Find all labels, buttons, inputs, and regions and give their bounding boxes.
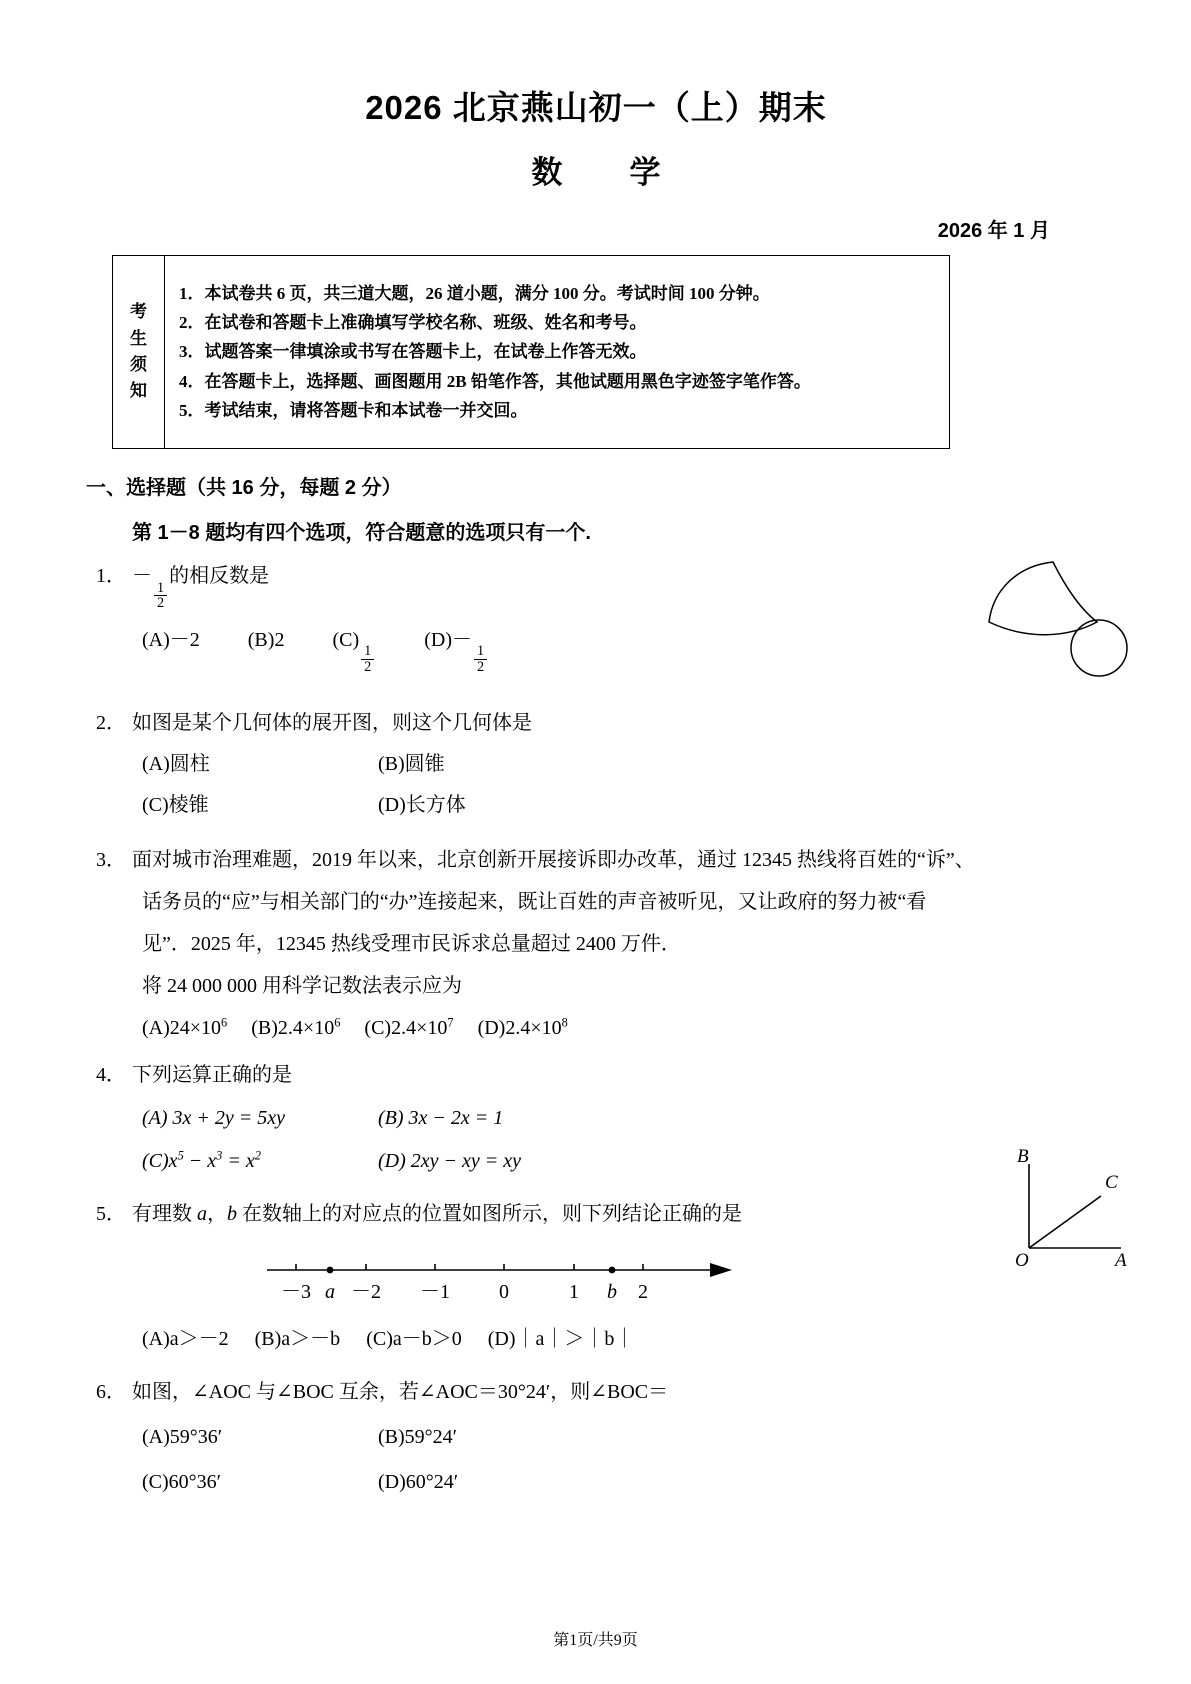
option-a[interactable]: (A)59°36′ <box>142 1425 223 1448</box>
option-b-expression: (B) 3x − 2x = 1 <box>378 1106 504 1129</box>
number-line-figure <box>86 1248 1106 1320</box>
question-3-line-3: 见”．2025 年，12345 热线受理市民诉求总量超过 2400 万件． <box>142 932 681 955</box>
option-c-label: (C) <box>142 1149 169 1172</box>
option-a-expression: (A) 3x + 2y = 5xy <box>142 1106 286 1129</box>
tick-label: －2 <box>351 1280 381 1303</box>
notice-item: 4．在答题卡上，选择题、画图题用 2B 铅笔作答，其他试题用黑色字迹签字笔作答。 <box>179 371 811 391</box>
question-1-number: 1． <box>96 565 126 588</box>
question-2-options-row-1 <box>86 749 1106 780</box>
section-heading: 一、选择题（共 16 分，每题 2 分） <box>86 477 402 500</box>
subject-title: 数 学 <box>531 155 679 190</box>
question-4-options-row-1 <box>86 1103 1106 1134</box>
tick-label: 1 <box>569 1280 579 1303</box>
option-c-eq: = x <box>222 1149 255 1172</box>
option-a[interactable]: (A)圆柱 <box>142 752 210 775</box>
question-4-stem: 下列运算正确的是 <box>132 1063 292 1086</box>
option-c-exp-2: 3 <box>216 1148 223 1163</box>
label-b: B <box>1017 1146 1029 1167</box>
option-c[interactable]: (C)a－b＞0 <box>366 1327 462 1350</box>
option-c-exp-1: 5 <box>177 1148 184 1163</box>
ray-oc <box>1029 1196 1101 1248</box>
question-5-stem <box>132 1199 1106 1230</box>
option-a-base: 24×10 <box>169 1016 222 1039</box>
question-3-line-4: 将 24 000 000 用科学记数法表示应为 <box>142 974 462 997</box>
q1-frac-denominator: 2 <box>154 595 167 610</box>
question-4-options-row-2 <box>86 1146 1106 1177</box>
question-6-stem: 如图，∠AOC 与∠BOC 互余，若∠AOC＝30°24′，则∠BOC＝ <box>132 1380 669 1403</box>
point-b-label: b <box>607 1280 617 1303</box>
option-c[interactable]: (C)60°36′ <box>142 1470 222 1493</box>
notice-label-char-1: 考 <box>130 302 147 322</box>
option-c-exp-3: 2 <box>254 1148 261 1163</box>
section-note: 第 1－8 题均有四个选项，符合题意的选项只有一个. <box>132 522 591 545</box>
option-d-expression: (D) 2xy − xy = xy <box>378 1149 522 1172</box>
label-a: A <box>1115 1250 1127 1270</box>
option-c-var: x <box>168 1149 178 1172</box>
question-3-stem <box>86 839 1106 1007</box>
option-a[interactable]: (A)a＞－2 <box>142 1327 229 1350</box>
question-3-number: 3． <box>96 848 126 871</box>
option-c-label: (C) <box>332 628 360 651</box>
option-d-label: (D) <box>424 628 453 651</box>
question-5 <box>86 1199 1106 1355</box>
option-a[interactable] <box>142 625 200 674</box>
notice-label <box>113 256 165 448</box>
option-d-denominator: 2 <box>474 659 487 674</box>
q1-stem-text: 的相反数是 <box>169 565 270 588</box>
angle-figure-svg <box>1009 1140 1139 1270</box>
question-6-options-row-1 <box>86 1422 1106 1453</box>
q1-minus: － <box>132 565 152 588</box>
option-c[interactable] <box>332 625 376 674</box>
sector-shape <box>989 562 1097 635</box>
axis-arrow-icon <box>710 1263 732 1277</box>
question-3-line-2: 话务员的“应”与相关部门的“办”连接起来，既让百姓的声音被听见，又让政府的努力被“看 <box>142 890 927 913</box>
option-c-fraction <box>361 644 374 674</box>
option-c-base: 2.4×10 <box>391 1016 448 1039</box>
option-c[interactable]: (C)棱锥 <box>142 793 209 816</box>
option-d[interactable]: (D)60°24′ <box>378 1470 459 1493</box>
number-line-svg <box>262 1248 742 1310</box>
notice-label-char-2: 生 <box>130 328 147 348</box>
option-d-exponent: 8 <box>561 1015 568 1030</box>
point-b-marker <box>609 1266 616 1273</box>
notice-label-char-4: 知 <box>130 381 147 401</box>
question-2-stem: 如图是某个几何体的展开图，则这个几何体是 <box>132 711 532 734</box>
point-a-marker <box>327 1266 334 1273</box>
option-a-label: (A) <box>142 628 170 651</box>
option-b[interactable]: (B)圆锥 <box>378 752 445 775</box>
circle-shape <box>1071 620 1127 676</box>
option-b-exponent: 6 <box>334 1015 341 1030</box>
option-d-base: 2.4×10 <box>505 1016 562 1039</box>
option-d[interactable]: (D)｜a｜＞｜b｜ <box>487 1327 635 1350</box>
question-1-options <box>86 625 1106 674</box>
option-b[interactable]: (B)59°24′ <box>378 1425 458 1448</box>
label-o: O <box>1015 1250 1029 1270</box>
option-d[interactable]: (D)长方体 <box>378 793 466 816</box>
option-a-label: (A) <box>142 1016 170 1039</box>
question-6-number: 6． <box>96 1380 126 1403</box>
option-a[interactable] <box>142 1013 227 1044</box>
option-b[interactable]: (B)a＞－b <box>254 1327 341 1350</box>
question-4 <box>86 1060 1106 1177</box>
q5-stem-part-2: 在数轴上的对应点的位置如图所示，则下列结论正确的是 <box>237 1202 742 1225</box>
option-b-label: (B) <box>251 1016 278 1039</box>
option-c-mid: − x <box>183 1149 217 1172</box>
candidate-notice-box <box>112 255 950 449</box>
question-4-number: 4． <box>96 1063 126 1086</box>
q5-var-b: b <box>227 1202 237 1225</box>
notice-item: 1．本试卷共 6 页，共三道大题，26 道小题，满分 100 分。考试时间 100 分钟。 <box>179 284 770 303</box>
question-1-stem <box>132 561 1106 610</box>
notice-item: 5．考试结束，请将答题卡和本试卷一并交回。 <box>179 400 528 420</box>
option-c-numerator: 1 <box>364 643 372 660</box>
exam-date: 2026 年 1 月 <box>937 220 1050 242</box>
option-b-text: 2 <box>274 628 285 651</box>
option-d[interactable] <box>378 1146 614 1177</box>
q5-var-a: a <box>197 1202 207 1225</box>
notice-list <box>165 272 949 432</box>
option-a-text: －2 <box>169 628 200 651</box>
option-d-numerator: 1 <box>477 643 485 660</box>
label-c: C <box>1105 1172 1118 1193</box>
question-5-options <box>86 1324 1106 1355</box>
option-b[interactable] <box>378 1103 614 1134</box>
option-d-sign: － <box>452 628 473 651</box>
option-c-exponent: 7 <box>447 1015 454 1030</box>
option-d-fraction <box>474 644 487 674</box>
option-d[interactable] <box>424 625 489 674</box>
q5-stem-part-1: 有理数 <box>132 1202 197 1225</box>
q5-comma: ， <box>207 1202 227 1225</box>
option-c-denominator: 2 <box>361 659 374 674</box>
page-title: 2026 北京燕山初一（上）期末 <box>365 89 827 126</box>
option-a-exponent: 6 <box>221 1015 228 1030</box>
page-footer: 第1页/共9页 <box>553 1632 638 1649</box>
question-2-number: 2． <box>96 711 126 734</box>
point-a-label: a <box>325 1280 335 1303</box>
tick-label: 0 <box>499 1280 509 1303</box>
option-b-label: (B) <box>247 628 275 651</box>
cone-net-figure <box>987 560 1137 685</box>
q1-frac-numerator: 1 <box>157 579 165 596</box>
angle-figure <box>1009 1140 1139 1275</box>
tick-label: －3 <box>281 1280 311 1303</box>
page-content <box>86 0 1106 1498</box>
option-b[interactable] <box>251 1013 340 1044</box>
question-6 <box>86 1377 1106 1498</box>
option-b[interactable] <box>248 625 285 674</box>
cone-net-svg <box>987 560 1137 680</box>
option-b-base: 2.4×10 <box>277 1016 335 1039</box>
question-1 <box>86 561 1106 674</box>
question-5-number: 5． <box>96 1202 126 1225</box>
question-3 <box>86 839 1106 1044</box>
notice-item: 2．在试卷和答题卡上准确填写学校名称、班级、姓名和考号。 <box>179 313 647 333</box>
tick-label: －1 <box>420 1280 450 1303</box>
axis-ticks <box>296 1264 643 1270</box>
option-d-label: (D) <box>477 1016 506 1039</box>
option-a[interactable] <box>142 1103 378 1134</box>
question-3-line-1: 面对城市治理难题，2019 年以来，北京创新开展接诉即办改革，通过 12345 热线将百姓的“诉”、 <box>132 848 975 871</box>
q1-fraction <box>154 581 167 611</box>
question-2-options-row-2 <box>86 790 1106 821</box>
option-d[interactable] <box>478 1013 568 1044</box>
option-c-label: (C) <box>364 1016 392 1039</box>
question-3-options <box>86 1013 1106 1044</box>
question-6-options-row-2 <box>86 1467 1106 1498</box>
tick-label: 2 <box>638 1280 648 1303</box>
question-2 <box>86 708 1106 821</box>
option-c[interactable] <box>364 1013 453 1044</box>
notice-item: 3．试题答案一律填涂或书写在答题卡上，在试卷上作答无效。 <box>179 342 647 362</box>
option-c[interactable] <box>142 1146 378 1177</box>
notice-label-char-3: 须 <box>130 355 147 375</box>
